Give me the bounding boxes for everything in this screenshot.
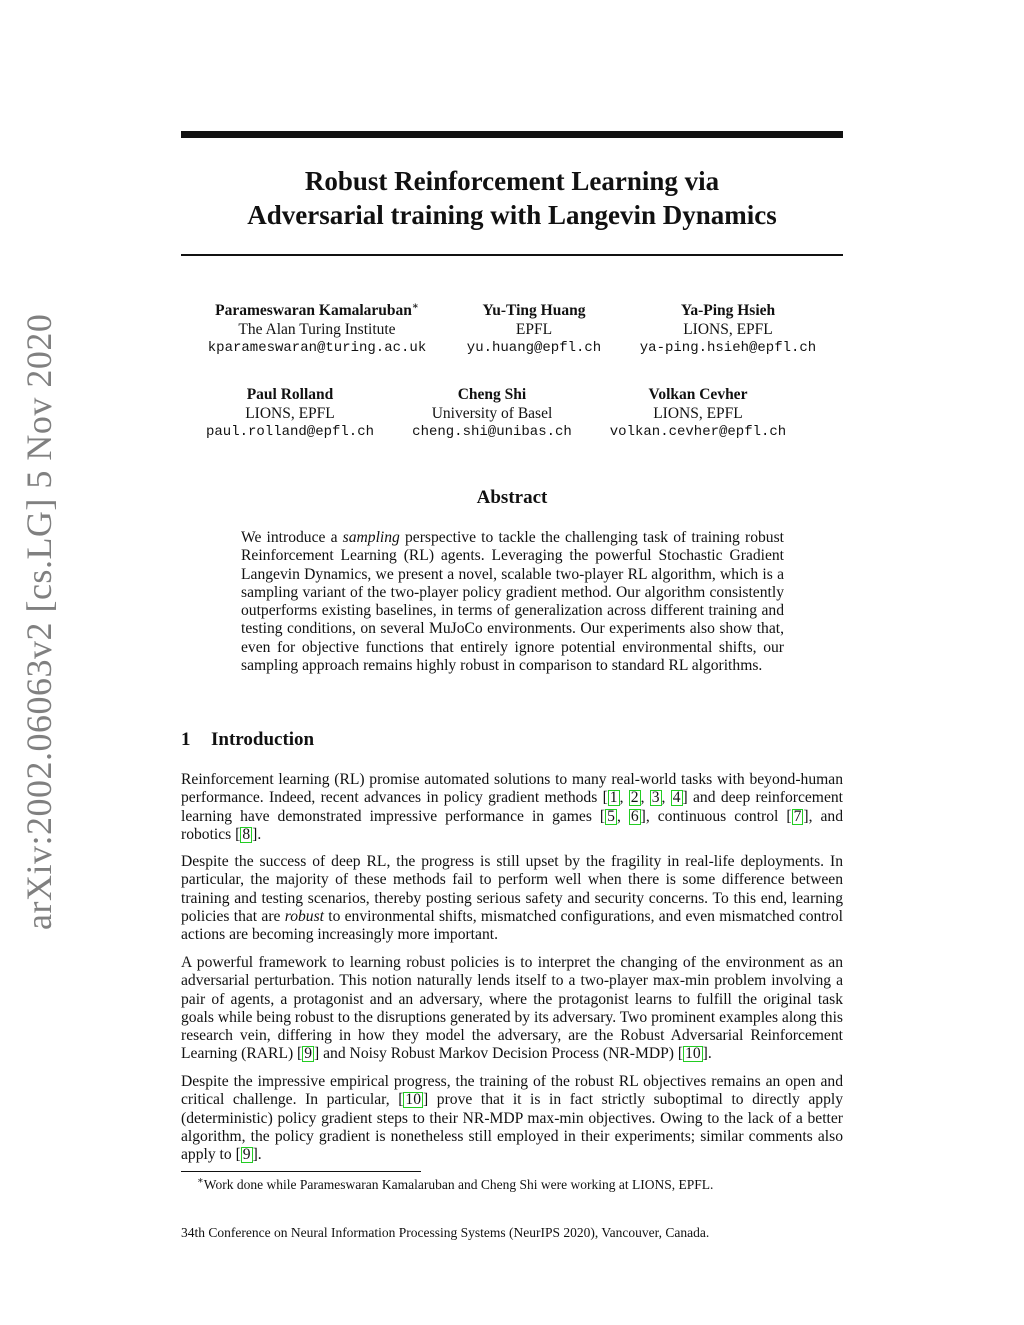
abstract-text: We introduce a sampling perspective to tackle the challenging task of training robust Reinforcement Learning (RL) agents. Leveraging the powerful Stochastic Gradient Langevin Dynamics, we present a novel, scalable two-player RL algorithm, which is a sampling variant of the two-player policy gradient method. Our algorithm consistently outperforms existing baselines, in terms of generalization across different training and testing conditions, on several MuJoCo environments. Our experiments also show that, even for objective functions that entirely ignore potential environmental shifts, our sampling approach remains highly robust in comparison to standard RL algorithms. [241,529,784,675]
footnote-rule [181,1171,421,1172]
conference-note: 34th Conference on Neural Information Processing Systems (NeurIPS 2020), Vancouver, Canada. [181,1225,710,1240]
citation-link[interactable]: 9 [242,1146,251,1164]
paragraph-4: Despite the impressive empirical progress, the training of the robust RL objectives remains an open and critical challenge. In particular, [ 10 ] prove that it is in fact strictly suboptimal to directly apply (deterministic) policy gradient steps to their NR-MDP max-min objectives. Owing to the lack of a better algorithm, the policy gradient is nonetheless still employed in their experiments; similar comments also apply to [ 9 ]. [181,1073,843,1164]
section-title: Introduction [211,729,315,750]
citation-link[interactable]: 2 [630,789,639,807]
author [206,385,374,442]
author-name: Paul Rolland [246,386,334,403]
author-email[interactable]: cheng.shi@unibas.ch [412,424,572,440]
author-name: Volkan Cevher [648,386,748,403]
title-bottom-rule [181,254,843,256]
author [610,385,786,442]
paper-title [181,164,843,232]
abstract-emphasis: sampling [342,529,400,546]
title-top-rule [181,131,843,138]
author-affiliation: The Alan Turing Institute [238,321,396,338]
author [467,301,601,358]
author-name: Yu-Ting Huang [482,302,586,319]
citation-link[interactable]: 10 [405,1091,422,1109]
citation-link[interactable]: 10 [685,1045,701,1063]
author-affiliation: LIONS, EPFL [245,405,335,422]
section-heading [181,729,314,751]
author-email[interactable]: paul.rolland@epfl.ch [205,424,375,440]
author-name: Ya-Ping Hsieh [680,302,776,319]
paragraph-1: Reinforcement learning (RL) promise automated solutions to many real-world tasks with beyond-human performance. Indeed, recent advances in policy gradient methods [ 1 , 2 , 3 , 4 ] and deep reinforcement learning have demonstrated impressive performance in games [ 5 , 6 ], continuous control [ 7 ], and robotics [ 8 ]. [181,771,844,843]
citation-link[interactable]: 8 [242,825,251,843]
author [640,301,816,358]
author-affiliation: University of Basel [431,405,553,422]
citation-link[interactable]: 7 [793,807,802,825]
author-affiliation: LIONS, EPFL [653,405,743,422]
author [412,385,572,442]
author-name: Parameswaran Kamalaruban [215,302,412,319]
citation-link[interactable]: 5 [607,807,615,825]
paragraph-3: A powerful framework to learning robust policies is to interpret the changing of the environment as an adversarial perturbation. This notion naturally lends itself to a two-player max-min problem involving a pair of agents, a protagonist and an adversary, where the protagonist learns to fulfill the original task goals while being robust to the disruptions generated by its adversary. Two prominent examples along this research vein, differing in how they model the adversary, are the Robust Adversarial Reinforcement Learning (RARL) [ 9 ] and Noisy Robust Markov Decision Process (NR-MDP) [ 10 ]. [181,954,843,1063]
paragraph-2: Despite the success of deep RL, the progress is still upset by the fragility in real-life deployments. In particular, the majority of these methods fail to perform well when there is some difference between training and testing scenarios, thereby posting serious safety and security concerns. To this end, learning policies that are robust to environmental shifts, mismatched configurations, and even mismatched control actions are becoming increasingly more important. [181,853,843,944]
footnote-mark[interactable]: ∗ [411,300,419,312]
footnote [197,1177,843,1193]
title-line-1: Robust Reinforcement Learning via [304,166,720,196]
emphasis: robust [284,907,324,925]
abstract-heading: Abstract [476,487,548,508]
author-email[interactable]: volkan.cevher@epfl.ch [609,424,787,440]
citation-link[interactable]: 6 [630,807,639,825]
author-row-2 [181,385,843,445]
citation-link[interactable]: 4 [672,789,681,807]
author-email[interactable]: ya-ping.hsieh@epfl.ch [639,340,817,356]
footnote-text: Work done while Parameswaran Kamalaruban and Cheng Shi were working at LIONS, EPFL. [203,1177,714,1192]
author-name: Cheng Shi [457,386,527,403]
author-affiliation: LIONS, EPFL [683,321,773,338]
author-email[interactable]: kparameswaran@turing.ac.uk [207,340,427,356]
arxiv-identifier[interactable]: arXiv:2002.06063v2 [cs.LG] 5 Nov 2020 [19,313,59,930]
author-row-1 [181,301,843,361]
author-affiliation: EPFL [515,321,553,338]
citation-link[interactable]: 9 [304,1045,313,1063]
section-number: 1 [181,729,191,750]
footnote-mark: ∗ [197,1175,204,1187]
author-email[interactable]: yu.huang@epfl.ch [466,340,602,356]
author [208,301,426,358]
title-line-2: Adversarial training with Langevin Dynamics [247,200,777,230]
citation-link[interactable]: 3 [651,789,660,807]
citation-link[interactable]: 1 [609,789,618,807]
